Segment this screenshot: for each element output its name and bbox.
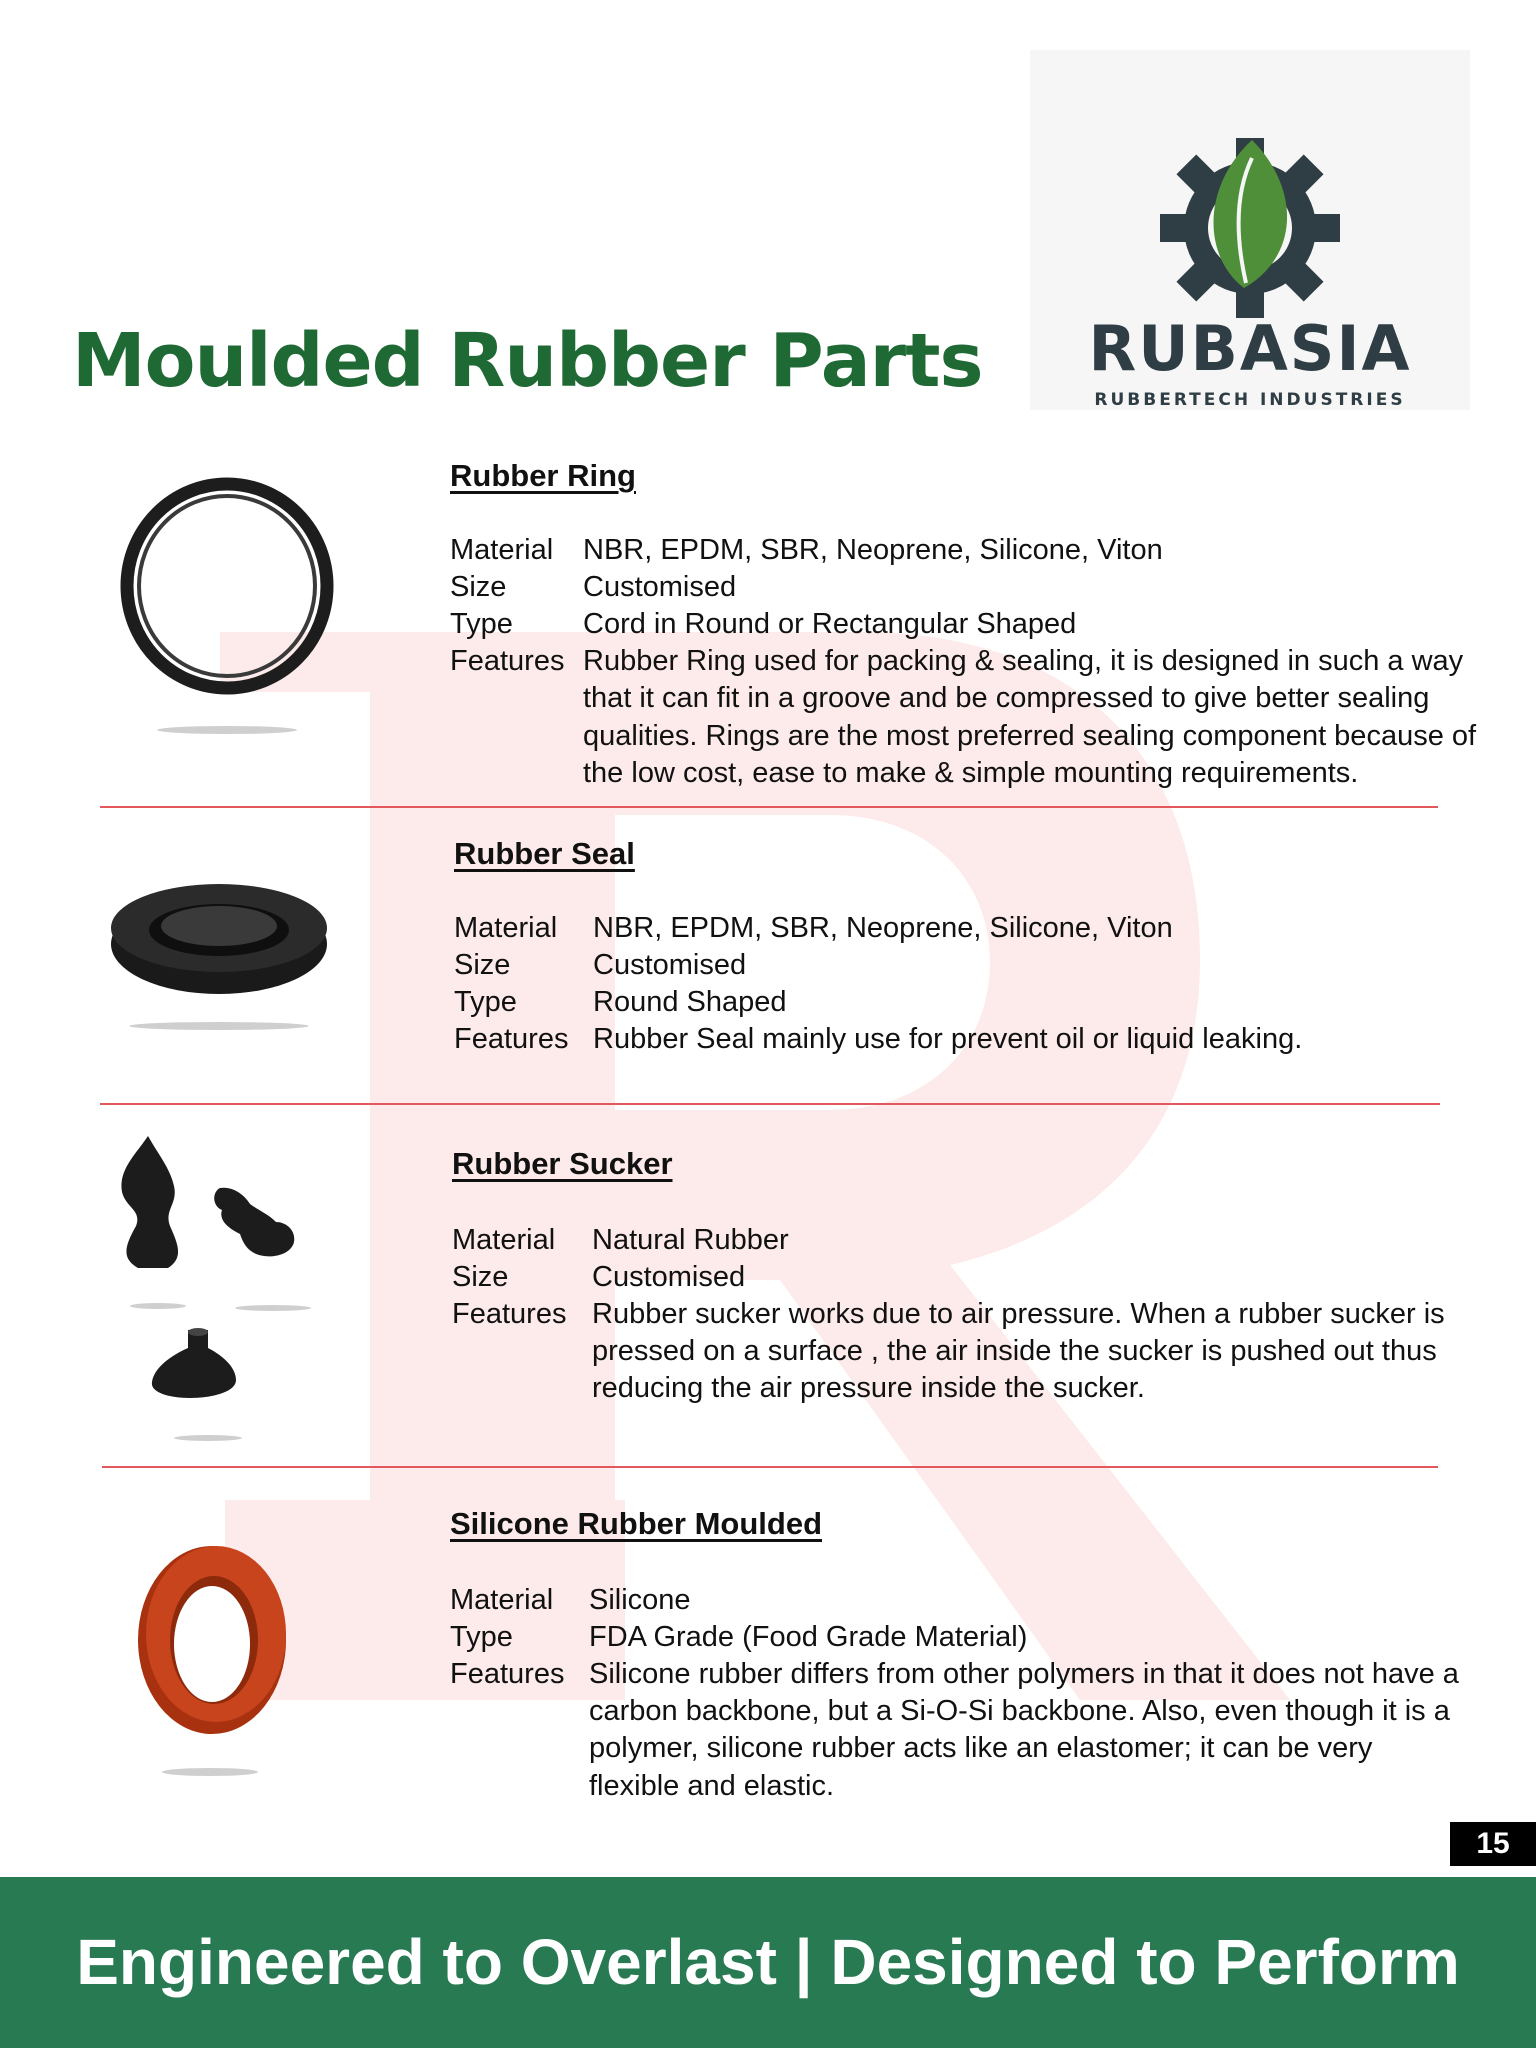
- logo-wordmark: RUBASIA: [1088, 312, 1412, 385]
- spec-value: Cord in Round or Rectangular Shaped: [583, 608, 1077, 641]
- spec-value: Rubber sucker works due to air pressure. When a rubber sucker is pressed on a surface , the air inside the sucker is pushed out thus reducing the air pressure inside the sucker.: [592, 1298, 1445, 1405]
- spec-label: Type: [450, 608, 513, 641]
- spec-label: Features: [450, 645, 565, 678]
- spec-list: [452, 1222, 1452, 1408]
- footer-banner: [0, 1877, 1536, 2048]
- spec-value: Customised: [583, 571, 737, 604]
- section-divider: [102, 1466, 1438, 1468]
- gear-leaf-icon: [1160, 138, 1340, 318]
- spec-value: NBR, EPDM, SBR, Neoprene, Silicone, Viton: [593, 912, 1173, 944]
- section-divider: [100, 806, 1438, 808]
- product-title: Rubber Ring: [450, 458, 636, 493]
- spec-label: Material: [454, 912, 558, 944]
- spec-label: Size: [454, 949, 511, 982]
- spec-value: Rubber Seal mainly use for prevent oil or liquid leaking.: [593, 1023, 1303, 1056]
- spec-value: Natural Rubber: [592, 1224, 789, 1256]
- page-title: Moulded Rubber Parts: [72, 318, 983, 404]
- rubber-seal-image: [104, 866, 334, 1046]
- spec-label: Size: [452, 1261, 509, 1294]
- spec-value: Silicone: [589, 1584, 691, 1616]
- spec-value: FDA Grade (Food Grade Material): [589, 1621, 1028, 1654]
- rubber-suckers-image: [108, 1130, 338, 1450]
- product-title: Rubber Seal: [454, 836, 635, 871]
- spec-label: Material: [450, 534, 554, 566]
- product-title: Silicone Rubber Moulded: [450, 1506, 823, 1541]
- spec-value: NBR, EPDM, SBR, Neoprene, Silicone, Viton: [583, 534, 1163, 566]
- spec-label: Type: [454, 986, 517, 1019]
- spec-label: Features: [452, 1298, 567, 1331]
- page-number: 15: [1450, 1822, 1536, 1866]
- spec-value: Round Shaped: [593, 986, 787, 1019]
- spec-value: Silicone rubber differs from other polymers in that it does not have a carbon backbone, but a Si-O-Si backbone. Also, even though it is a polymer, silicone rubber acts like an elastomer; it can be very flexible and elastic.: [589, 1658, 1459, 1802]
- logo-tagline: RUBBERTECH INDUSTRIES: [1094, 390, 1406, 410]
- spec-list: [450, 532, 1486, 792]
- spec-list: [450, 1582, 1460, 1805]
- spec-list: [454, 910, 1484, 1058]
- spec-value: Customised: [593, 949, 747, 982]
- spec-value: Rubber Ring used for packing & sealing, it is designed in such a way that it can fit in a groove and be compressed to give better sealing qualities. Rings are the most preferred sealing component because of the low cost, ease to make & simple mounting requirements.: [583, 645, 1477, 789]
- rubber-ring-image: [112, 476, 342, 746]
- spec-label: Features: [450, 1658, 565, 1691]
- footer-slogan: Engineered to Overlast | Designed to Perform: [76, 1926, 1460, 1998]
- silicone-seal-image: [130, 1540, 300, 1780]
- spec-label: Material: [452, 1224, 556, 1256]
- company-logo: [1030, 50, 1470, 410]
- spec-value: Customised: [592, 1261, 746, 1294]
- product-title: Rubber Sucker: [452, 1146, 673, 1181]
- spec-label: Type: [450, 1621, 513, 1654]
- spec-label: Material: [450, 1584, 554, 1616]
- spec-label: Size: [450, 571, 507, 604]
- spec-label: Features: [454, 1023, 569, 1056]
- section-divider: [100, 1103, 1440, 1105]
